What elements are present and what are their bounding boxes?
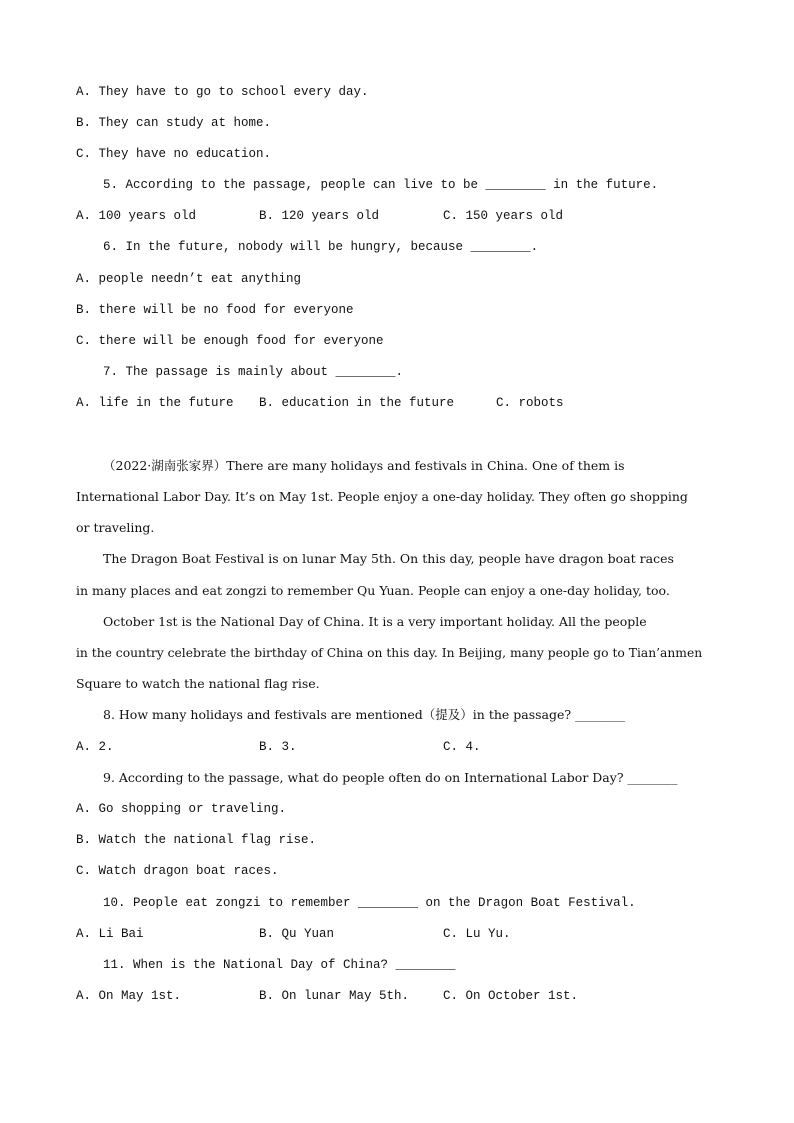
passage-paragraph-3-line-2: in the country celebrate the birthday of China on this day. In Beijing, many people go to Tian’anmen bbox=[76, 646, 703, 660]
q10-option-a: A. Li Bai bbox=[76, 927, 144, 941]
q5-option-a: A. 100 years old bbox=[76, 209, 197, 223]
q5-option-c: C. 150 years old bbox=[443, 209, 564, 223]
q9-option-a: A. Go shopping or traveling. bbox=[76, 802, 287, 816]
q9-stem: 9. According to the passage, what do people often do on International Labor Day? ________ bbox=[103, 770, 678, 785]
passage-paragraph-2-line-2: in many places and eat zongzi to remember Qu Yuan. People can enjoy a one-day holiday, too. bbox=[76, 583, 670, 598]
q7-stem: 7. The passage is mainly about ________. bbox=[103, 365, 404, 379]
q9-option-c: C. Watch dragon boat races. bbox=[76, 864, 279, 878]
q8-option-a: A. 2. bbox=[76, 740, 114, 754]
q6-option-b: B. there will be no food for everyone bbox=[76, 303, 354, 317]
q9-option-b: B. Watch the national flag rise. bbox=[76, 833, 317, 847]
passage-paragraph-3-line-3: Square to watch the national flag rise. bbox=[76, 676, 320, 691]
q11-option-a: A. On May 1st. bbox=[76, 989, 182, 1003]
q8-stem: 8. How many holidays and festivals are mentioned（提及）in the passage? ________ bbox=[103, 707, 626, 722]
q6-stem: 6. In the future, nobody will be hungry, because ________. bbox=[103, 240, 539, 254]
q7-option-b: B. education in the future bbox=[259, 396, 455, 410]
q10-option-c: C. Lu Yu. bbox=[443, 927, 511, 941]
q5-stem: 5. According to the passage, people can live to be ________ in the future. bbox=[103, 178, 659, 192]
q4-option-a: A. They have to go to school every day. bbox=[76, 85, 369, 99]
q10-option-b: B. Qu Yuan bbox=[259, 927, 335, 941]
q11-option-b: B. On lunar May 5th. bbox=[259, 989, 410, 1003]
q8-option-c: C. 4. bbox=[443, 740, 481, 754]
passage-paragraph-1-line-2: International Labor Day. It’s on May 1st. People enjoy a one-day holiday. They often go shopping bbox=[76, 489, 688, 504]
passage-paragraph-1-line-3: or traveling. bbox=[76, 520, 155, 535]
q5-option-b: B. 120 years old bbox=[259, 209, 380, 223]
passage-paragraph-3-line-1: October 1st is the National Day of China. It is a very important holiday. All the people bbox=[103, 614, 647, 629]
q7-option-a: A. life in the future bbox=[76, 396, 234, 410]
q6-option-a: A. people needn’t eat anything bbox=[76, 272, 302, 286]
q11-stem: 11. When is the National Day of China? ________ bbox=[103, 958, 456, 972]
q11-option-c: C. On October 1st. bbox=[443, 989, 579, 1003]
q4-option-c: C. They have no education. bbox=[76, 147, 272, 161]
q6-option-c: C. there will be enough food for everyone bbox=[76, 334, 384, 348]
passage-paragraph-1-line-1: （2022·湖南张家界）There are many holidays and festivals in China. One of them is bbox=[103, 458, 625, 473]
q7-option-c: C. robots bbox=[496, 396, 564, 410]
passage-paragraph-2-line-1: The Dragon Boat Festival is on lunar May 5th. On this day, people have dragon boat races bbox=[103, 551, 674, 566]
q10-stem: 10. People eat zongzi to remember ________ on the Dragon Boat Festival. bbox=[103, 896, 636, 910]
q4-option-b: B. They can study at home. bbox=[76, 116, 272, 130]
q8-option-b: B. 3. bbox=[259, 740, 297, 754]
